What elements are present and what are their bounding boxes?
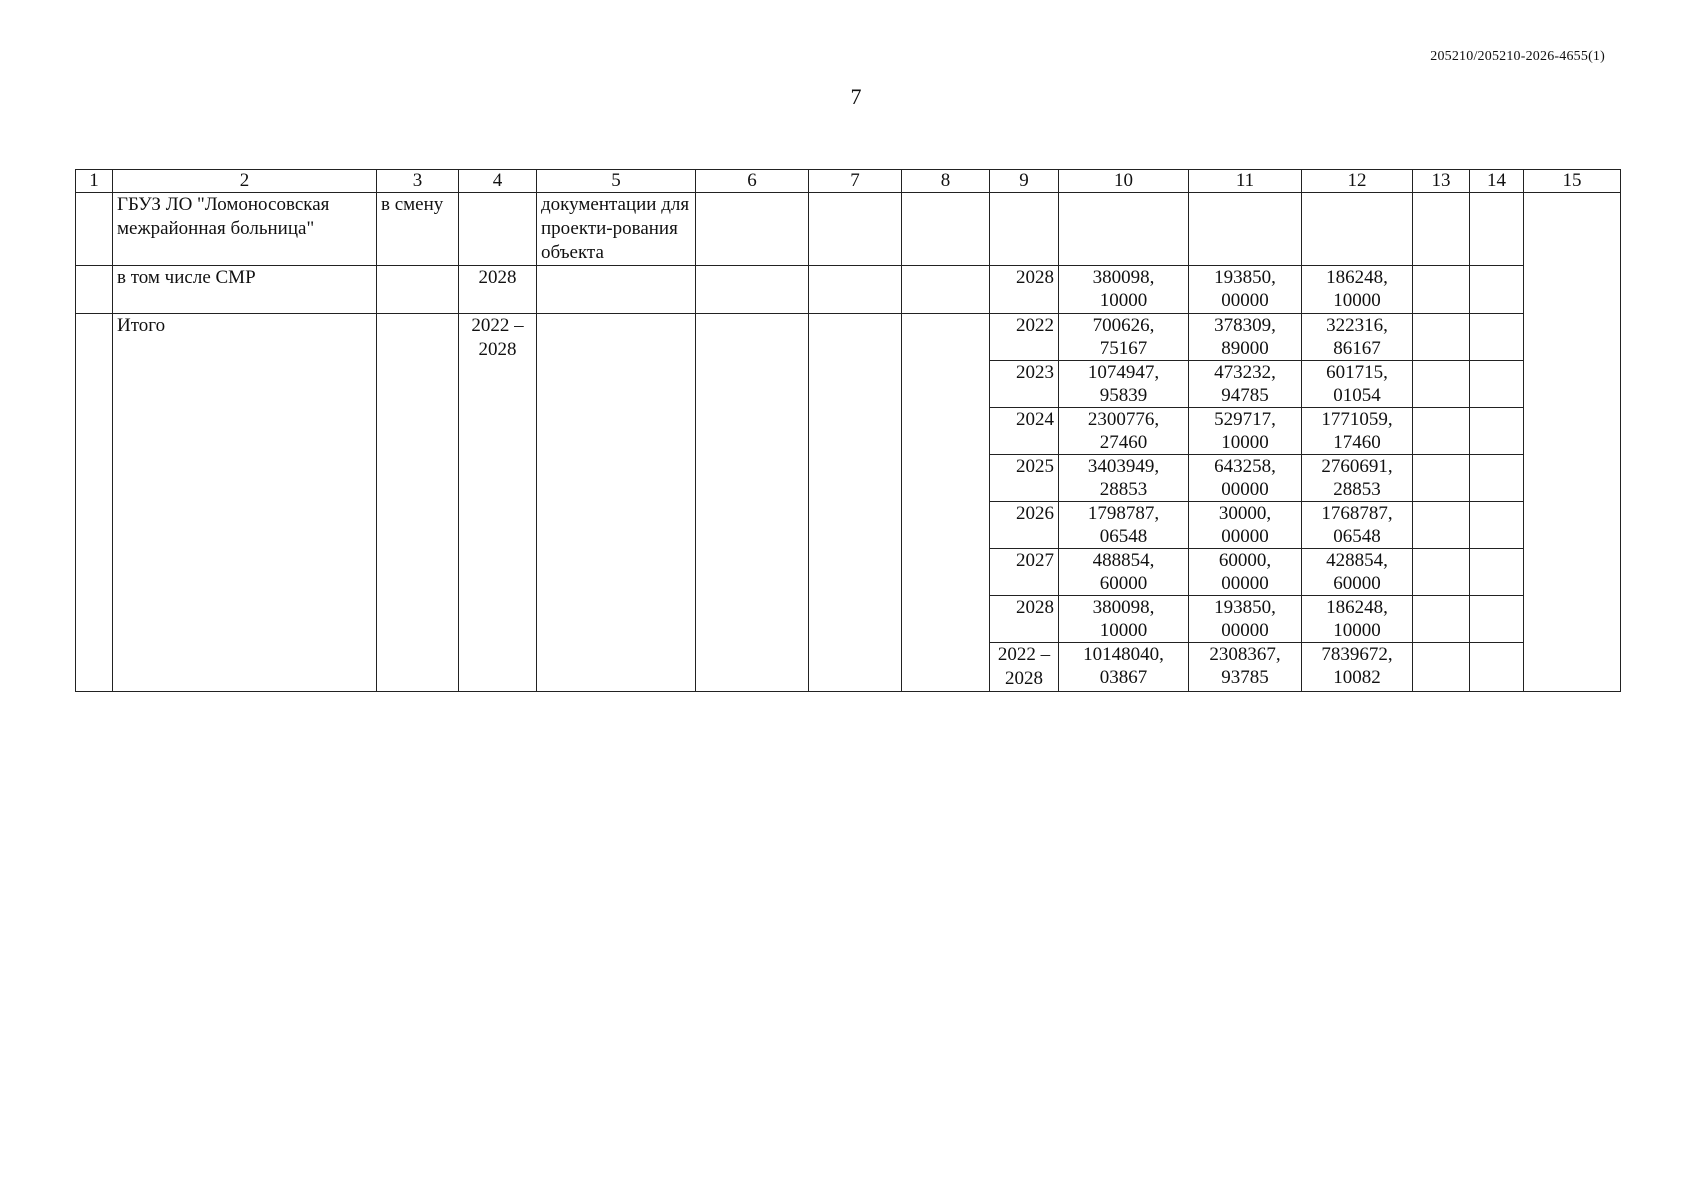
smr-col12	[1302, 266, 1413, 314]
col11-amount	[1189, 502, 1302, 549]
year-part: 2024	[1016, 409, 1054, 430]
year-part: 2022 –	[997, 644, 1051, 665]
cell	[76, 314, 113, 692]
document-id: 205210/205210-2026-4655(1)	[1430, 49, 1605, 64]
cell	[902, 193, 990, 266]
col-header: 12	[1302, 170, 1413, 193]
value-part: 10000	[1099, 290, 1148, 311]
smr-period: 2028	[459, 266, 537, 314]
col11-amount	[1189, 455, 1302, 502]
col-header: 15	[1524, 170, 1621, 193]
value-part: 2308367,	[1209, 644, 1281, 665]
cell	[696, 193, 809, 266]
col11-amount	[1189, 408, 1302, 455]
col-header: 7	[809, 170, 902, 193]
page-number: 7	[850, 84, 862, 109]
col12-amount	[1302, 361, 1413, 408]
value-part: 60000	[1099, 573, 1148, 594]
col-header: 8	[902, 170, 990, 193]
cell	[377, 266, 459, 314]
value-part: 700626,	[1092, 315, 1155, 336]
column-number-row	[76, 170, 1621, 193]
total-amount	[1059, 361, 1189, 408]
value-part: 322316,	[1326, 315, 1388, 336]
col11-amount	[1189, 596, 1302, 643]
cell	[809, 266, 902, 314]
value-part: 95839	[1099, 385, 1148, 406]
value-part: 89000	[1221, 338, 1269, 359]
cell	[1059, 193, 1189, 266]
col12-amount	[1302, 408, 1413, 455]
value-part: 75167	[1099, 338, 1148, 359]
col12-amount	[1302, 455, 1413, 502]
cell	[1470, 643, 1524, 692]
value-part: 643258,	[1214, 456, 1276, 477]
cell	[1470, 266, 1524, 314]
value-part: 10148040,	[1083, 644, 1164, 665]
year-part: 2022	[1016, 315, 1054, 336]
col12-amount	[1302, 549, 1413, 596]
col-header: 14	[1470, 170, 1524, 193]
period-part: 2028	[478, 339, 517, 360]
shift-cell: в смену	[377, 193, 459, 266]
value-part: 2760691,	[1321, 456, 1393, 477]
smr-col11	[1189, 266, 1302, 314]
total-amount	[1059, 502, 1189, 549]
year-cell	[990, 643, 1059, 692]
cell	[1470, 314, 1524, 361]
value-part: 3403949,	[1087, 456, 1160, 477]
value-part: 193850,	[1214, 267, 1276, 288]
value-part: 10082	[1333, 667, 1381, 688]
cell	[1302, 193, 1413, 266]
col12-amount	[1302, 502, 1413, 549]
col-header: 13	[1413, 170, 1470, 193]
cell	[459, 193, 537, 266]
value-part: 60000,	[1218, 550, 1272, 571]
total-label: Итого	[113, 314, 377, 692]
year-part: 2028	[1005, 668, 1043, 689]
year-cell	[990, 502, 1059, 549]
value-part: 1771059,	[1321, 409, 1393, 430]
cell	[809, 314, 902, 692]
year-part: 2025	[1016, 456, 1054, 477]
cell	[1413, 266, 1470, 314]
cell	[1413, 502, 1470, 549]
value-part: 27460	[1099, 432, 1148, 453]
cell	[1470, 408, 1524, 455]
institution-name: ГБУЗ ЛО "Ломоносовская межрайонная больница"	[113, 193, 377, 266]
year-cell	[990, 408, 1059, 455]
cell	[76, 193, 113, 266]
value-part: 186248,	[1326, 597, 1388, 618]
total-amount	[1059, 549, 1189, 596]
documentation-cell: документации для проекти-рования объекта	[537, 193, 696, 266]
value-part: 1768787,	[1321, 503, 1393, 524]
total-amount	[1059, 314, 1189, 361]
cell	[537, 314, 696, 692]
total-amount	[1059, 643, 1189, 692]
value-part: 10000	[1099, 620, 1148, 641]
value-part: 488854,	[1092, 550, 1155, 571]
total-amount	[1059, 455, 1189, 502]
value-part: 00000	[1221, 290, 1269, 311]
value-part: 28853	[1099, 479, 1148, 500]
value-part: 10000	[1333, 290, 1381, 311]
year-part: 2026	[1016, 503, 1054, 524]
col-header: 5	[537, 170, 696, 193]
value-part: 2300776,	[1087, 409, 1160, 430]
col-header: 9	[990, 170, 1059, 193]
value-part: 28853	[1333, 479, 1381, 500]
value-part: 7839672,	[1321, 644, 1393, 665]
cell	[1470, 455, 1524, 502]
total-amount	[1059, 596, 1189, 643]
cell	[1413, 314, 1470, 361]
value-part: 00000	[1221, 526, 1269, 547]
value-part: 529717,	[1214, 409, 1276, 430]
col11-amount	[1189, 314, 1302, 361]
year-cell	[990, 361, 1059, 408]
cell	[1470, 361, 1524, 408]
year-part: 2023	[1016, 362, 1054, 383]
col-header: 6	[696, 170, 809, 193]
col-header: 3	[377, 170, 459, 193]
value-part: 193850,	[1214, 597, 1276, 618]
year-cell	[990, 314, 1059, 361]
col11-amount	[1189, 643, 1302, 692]
cell	[377, 314, 459, 692]
cell	[537, 266, 696, 314]
cell	[809, 193, 902, 266]
col12-amount	[1302, 643, 1413, 692]
value-part: 06548	[1333, 526, 1381, 547]
value-part: 473232,	[1214, 362, 1276, 383]
total-period	[459, 314, 537, 692]
value-part: 06548	[1099, 526, 1148, 547]
value-part: 378309,	[1214, 315, 1276, 336]
value-part: 60000	[1333, 573, 1381, 594]
cell	[1189, 193, 1302, 266]
value-part: 10000	[1333, 620, 1381, 641]
value-part: 00000	[1221, 620, 1269, 641]
period-part: 2022 –	[471, 315, 524, 336]
col-header: 11	[1189, 170, 1302, 193]
value-part: 30000,	[1218, 503, 1272, 524]
cell	[990, 193, 1059, 266]
value-part: 380098,	[1092, 597, 1155, 618]
budget-table	[75, 169, 1621, 692]
cell	[902, 266, 990, 314]
cell	[1413, 455, 1470, 502]
year-cell	[990, 596, 1059, 643]
value-part: 01054	[1333, 385, 1381, 406]
value-part: 03867	[1099, 667, 1148, 688]
year-part: 2028	[1016, 597, 1054, 618]
cell	[902, 314, 990, 692]
col-header: 10	[1059, 170, 1189, 193]
value-part: 186248,	[1326, 267, 1388, 288]
col-header: 1	[76, 170, 113, 193]
year-part: 2027	[1016, 550, 1054, 571]
cell	[1470, 549, 1524, 596]
cell	[1413, 408, 1470, 455]
cell	[1413, 549, 1470, 596]
col12-amount	[1302, 314, 1413, 361]
value-part: 1074947,	[1087, 362, 1160, 383]
value-part: 00000	[1221, 573, 1269, 594]
value-part: 17460	[1333, 432, 1381, 453]
table-row-institution	[76, 193, 1621, 266]
cell	[1470, 502, 1524, 549]
smr-label: в том числе СМР	[113, 266, 377, 314]
value-part: 86167	[1333, 338, 1381, 359]
cell	[1413, 643, 1470, 692]
value-part: 93785	[1221, 667, 1269, 688]
smr-total	[1059, 266, 1189, 314]
smr-year: 2028	[990, 266, 1059, 314]
col-header: 2	[113, 170, 377, 193]
col12-amount	[1302, 596, 1413, 643]
cell	[76, 266, 113, 314]
value-part: 1798787,	[1087, 503, 1160, 524]
cell	[696, 266, 809, 314]
value-part: 601715,	[1326, 362, 1388, 383]
cell	[1413, 361, 1470, 408]
value-part: 94785	[1221, 385, 1269, 406]
value-part: 10000	[1221, 432, 1269, 453]
col11-amount	[1189, 549, 1302, 596]
table-row-smr	[76, 266, 1621, 314]
total-amount	[1059, 408, 1189, 455]
cell	[1413, 193, 1470, 266]
value-part: 00000	[1221, 479, 1269, 500]
table-row-total-year	[76, 314, 1621, 361]
value-part: 428854,	[1326, 550, 1388, 571]
cell	[1413, 596, 1470, 643]
year-cell	[990, 455, 1059, 502]
cell	[696, 314, 809, 692]
value-part: 380098,	[1092, 267, 1155, 288]
cell	[1470, 193, 1524, 266]
col11-amount	[1189, 361, 1302, 408]
col15-merged	[1524, 193, 1621, 692]
year-cell	[990, 549, 1059, 596]
cell	[1470, 596, 1524, 643]
col-header: 4	[459, 170, 537, 193]
